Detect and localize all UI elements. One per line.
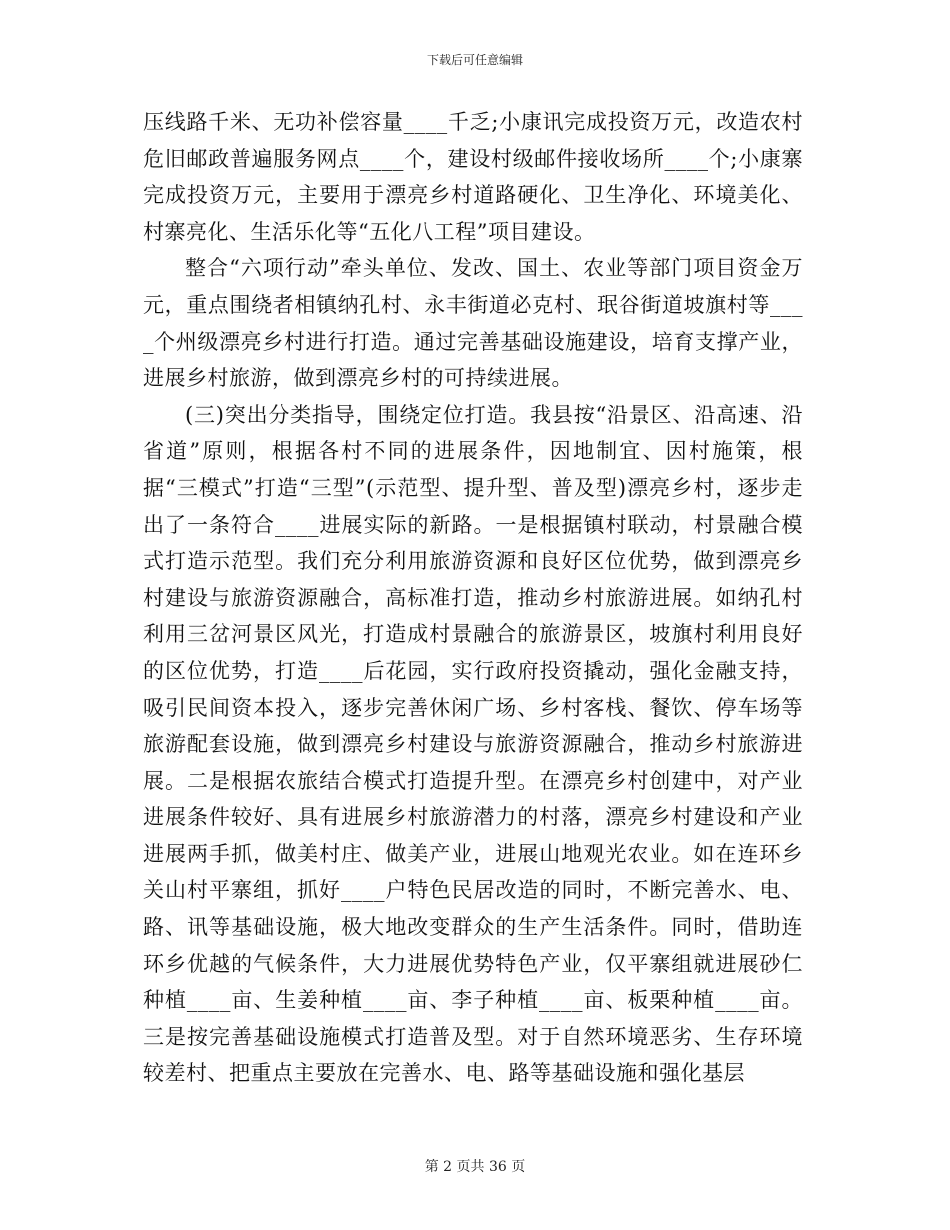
page-header-note: 下载后可任意编辑 [426,53,523,67]
document-body [143,104,803,1092]
paragraph-3: (三)突出分类指导，围绕定位打造。我县按“沿景区、沿高速、沿省道”原则，根据各村不同的进展条件，因地制宜、因村施策，根据“三模式”打造“三型”(示范型、提升型、普及型)漂亮乡村，逐步走出了一条符合____进展实际的新路。一是根据镇村联动，村景融合模式打造示范型。我们充分利用旅游资源和良好区位优势，做到漂亮乡村建设与旅游资源融合，高标准打造，推动乡村旅游进展。如纳孔村利用三岔河景区风光，打造成村景融合的旅游景区，坡旗村利用良好的区位优势，打造____后花园，实行政府投资撬动，强化金融支持，吸引民间资本投入，逐步完善休闲广场、乡村客栈、餐饮、停车场等旅游配套设施，做到漂亮乡村建设与旅游资源融合，推动乡村旅游进展。二是根据农旅结合模式打造提升型。在漂亮乡村创建中，对产业进展条件较好、具有进展乡村旅游潜力的村落，漂亮乡村建设和产业进展两手抓，做美村庄、做美产业，进展山地观光农业。如在连环乡关山村平寨组，抓好____户特色民居改造的同时，不断完善水、电、路、讯等基础设施，极大地改变群众的生产生活条件。同时，借助连环乡优越的气候条件，大力进展优势特色产业，仅平寨组就进展砂仁种植____亩、生姜种植____亩、李子种植____亩、板栗种植____亩。三是按完善基础设施模式打造普及型。对于自然环境恶劣、生存环境较差村、把重点主要放在完善水、电、路等基础设施和强化基层 [143,402,803,1086]
page-number: 第 2 页共 36 页 [424,1159,526,1175]
paragraph-1: 压线路千米、无功补偿容量____千乏;小康讯完成投资万元，改造农村危旧邮政普遍服务网点____个，建设村级邮件接收场所____个;小康寨完成投资万元，主要用于漂亮乡村道路硬化、卫生净化、环境美化、村寨亮化、生活乐化等“五化八工程”项目建设。 [143,110,803,244]
paragraph-2: 整合“六项行动”牵头单位、发改、国土、农业等部门项目资金万元，重点围绕者相镇纳孔村、永丰街道必克村、珉谷街道坡旗村等____个州级漂亮乡村进行打造。通过完善基础设施建设，培育支撑产业，进展乡村旅游，做到漂亮乡村的可持续进展。 [143,256,803,391]
